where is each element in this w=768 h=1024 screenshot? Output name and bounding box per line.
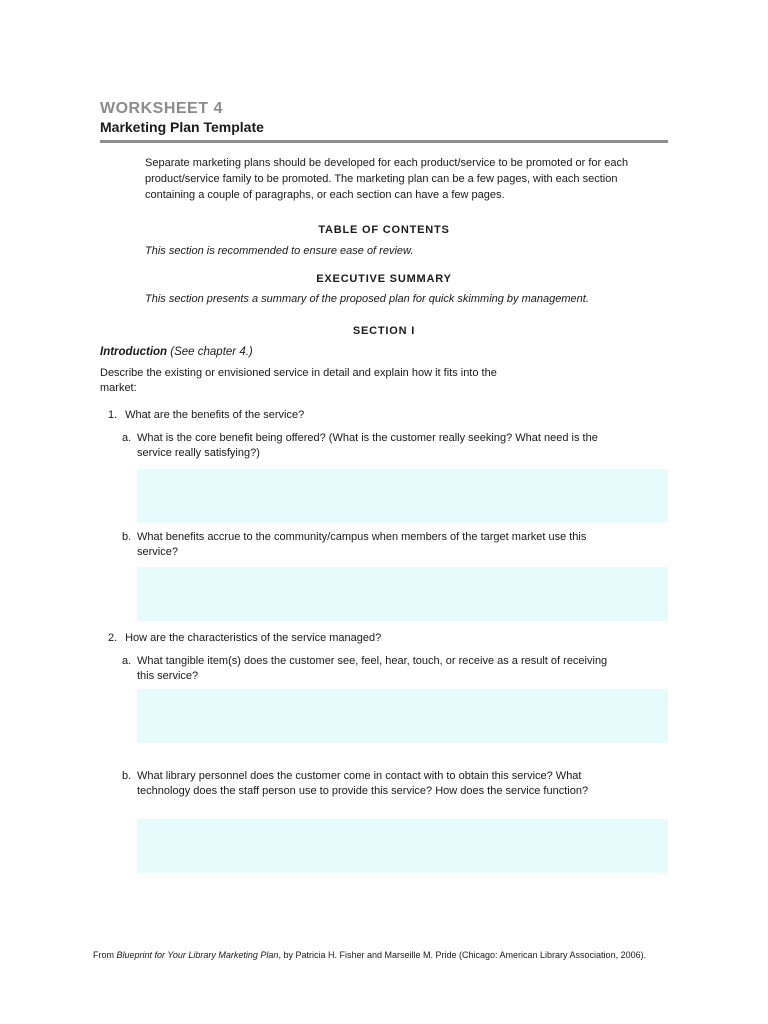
- sub-question-letter: a.: [122, 432, 132, 444]
- question-number: 2.: [108, 632, 118, 644]
- sub-question-text: What is the core benefit being offered? (What is the customer really seeking? What need is the service really satisfying?): [137, 432, 598, 459]
- introduction-title: Introduction: [100, 346, 168, 358]
- sub-question-letter: a.: [122, 655, 132, 667]
- introduction-reference: (See chapter 4.): [170, 346, 253, 358]
- intro-paragraph: Separate marketing plans should be developed for each product/service to be promoted or for each product/service family to be promoted. The marketing plan can be a few pages, with each section containing a couple of paragraphs, or each section can have a few pages.: [145, 157, 629, 201]
- question-1: [108, 408, 648, 423]
- answer-box-2a[interactable]: [137, 689, 668, 743]
- toc-heading: TABLE OF CONTENTS: [318, 224, 450, 236]
- section-heading: SECTION I: [352, 325, 416, 337]
- question-1a: [122, 431, 612, 461]
- sub-question-text: What tangible item(s) does the customer see, feel, hear, touch, or receive as a result of receiving this service?: [137, 655, 608, 682]
- sub-question-text: What library personnel does the customer come in contact with to obtain this service? What technology does the staff person use to provide this service? How does the service function?: [137, 770, 589, 797]
- worksheet-label: WORKSHEET 4: [100, 100, 223, 117]
- question-text: How are the characteristics of the service managed?: [125, 632, 382, 644]
- sub-question-letter: b.: [122, 531, 132, 543]
- page-title: Marketing Plan Template: [100, 119, 264, 135]
- exec-summary-heading: EXECUTIVE SUMMARY: [316, 273, 452, 285]
- question-1b: [122, 530, 602, 560]
- introduction-heading: [100, 346, 253, 358]
- introduction-description: Describe the existing or envisioned service in detail and explain how it fits into the market:: [100, 367, 497, 394]
- sub-question-letter: b.: [122, 770, 132, 782]
- citation-prefix: From: [93, 950, 114, 960]
- question-2b: [122, 769, 607, 799]
- answer-box-1b[interactable]: [137, 567, 668, 621]
- citation-details: , by Patricia H. Fisher and Marseille M. Pride (Chicago: American Library Association, 2006).: [278, 950, 647, 960]
- question-2: [108, 631, 648, 646]
- question-number: 1.: [108, 409, 118, 421]
- question-2a: [122, 654, 612, 684]
- answer-box-2b[interactable]: [137, 819, 668, 873]
- exec-summary-description: This section presents a summary of the proposed plan for quick skimming by management.: [145, 293, 589, 305]
- header-rule: [100, 140, 668, 143]
- sub-question-text: What benefits accrue to the community/campus when members of the target market use this service?: [137, 531, 587, 558]
- toc-description: This section is recommended to ensure ease of review.: [145, 245, 414, 257]
- answer-box-1a[interactable]: [137, 469, 668, 523]
- question-text: What are the benefits of the service?: [125, 409, 305, 421]
- citation-book-title: Blueprint for Your Library Marketing Plan: [116, 950, 279, 960]
- source-citation: [93, 949, 653, 961]
